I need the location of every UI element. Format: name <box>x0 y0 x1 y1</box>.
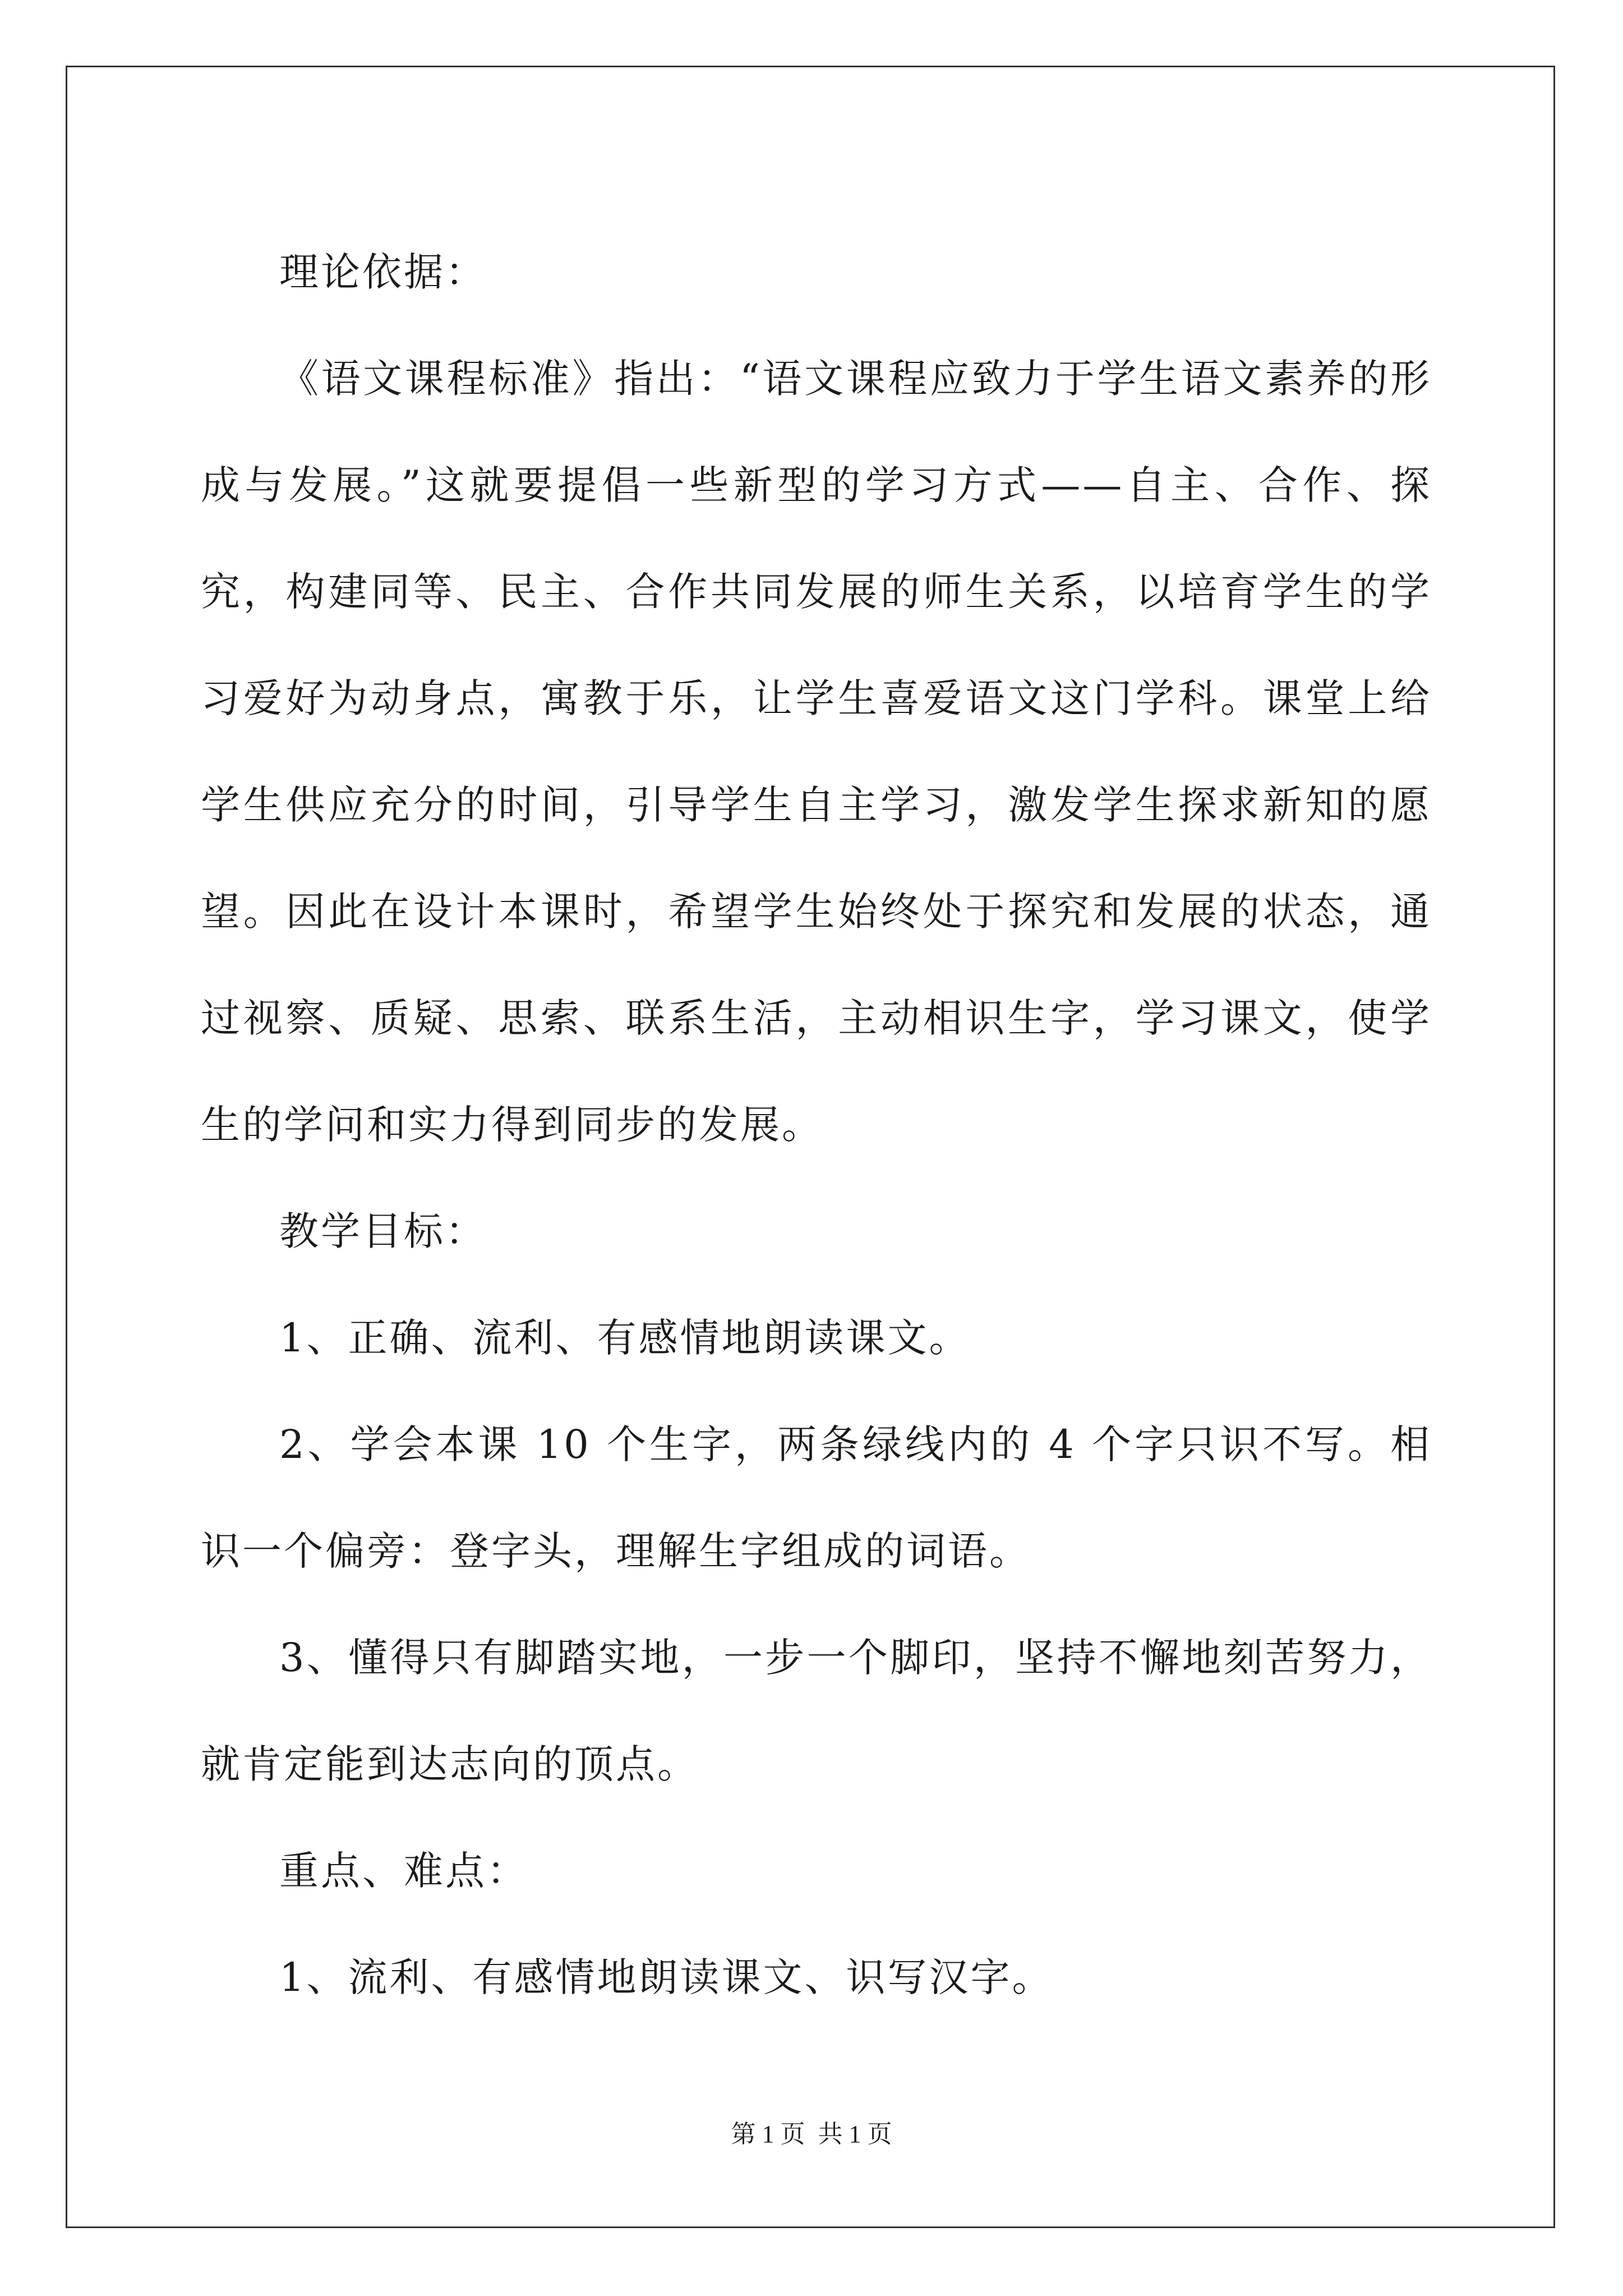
page-footer <box>0 2118 1623 2151</box>
heading-theory-basis: 理论依据： <box>279 249 487 295</box>
goal-item-3: 3、懂得只有脚踏实地，一步一个脚印，坚持不懈地刻苦努力，就肯定能到达志向的顶点。 <box>201 1635 1432 1787</box>
page-number-current: 第 1 页 <box>731 2120 805 2148</box>
paragraph-curriculum-standard: 《语文课程标准》指出：“语文课程应致力于学生语文素养的形成与发展。”这就要提倡一些新型的学习方式——自主、合作、探究，构建同等、民主、合作共同发展的师生关系，以培育学生的学习爱好为动身点，寓教于乐，让学生喜爱语文这门学科。课堂上给学生供应充分的时间，引导学生自主学习，激发学生探求新知的愿望。因此在设计本课时，希望学生始终处于探究和发展的状态，通过视察、质疑、思索、联系生活，主动相识生字，学习课文，使学生的学问和实力得到同步的发展。 <box>201 356 1432 1148</box>
goal-item-2: 2、学会本课 10 个生字，两条绿线内的 4 个字只识不写。相识一个偏旁：登字头，理解生字组成的词语。 <box>201 1421 1432 1574</box>
heading-teaching-goals: 教学目标： <box>279 1208 487 1254</box>
document-body <box>201 219 1432 2031</box>
heading-key-points: 重点、难点： <box>279 1848 528 1894</box>
page-number-total: 共 1 页 <box>818 2120 892 2148</box>
key-point-item-1: 1、流利、有感情地朗读课文、识写汉字。 <box>279 1954 1054 2000</box>
goal-item-1: 1、正确、流利、有感情地朗读课文。 <box>279 1315 971 1361</box>
